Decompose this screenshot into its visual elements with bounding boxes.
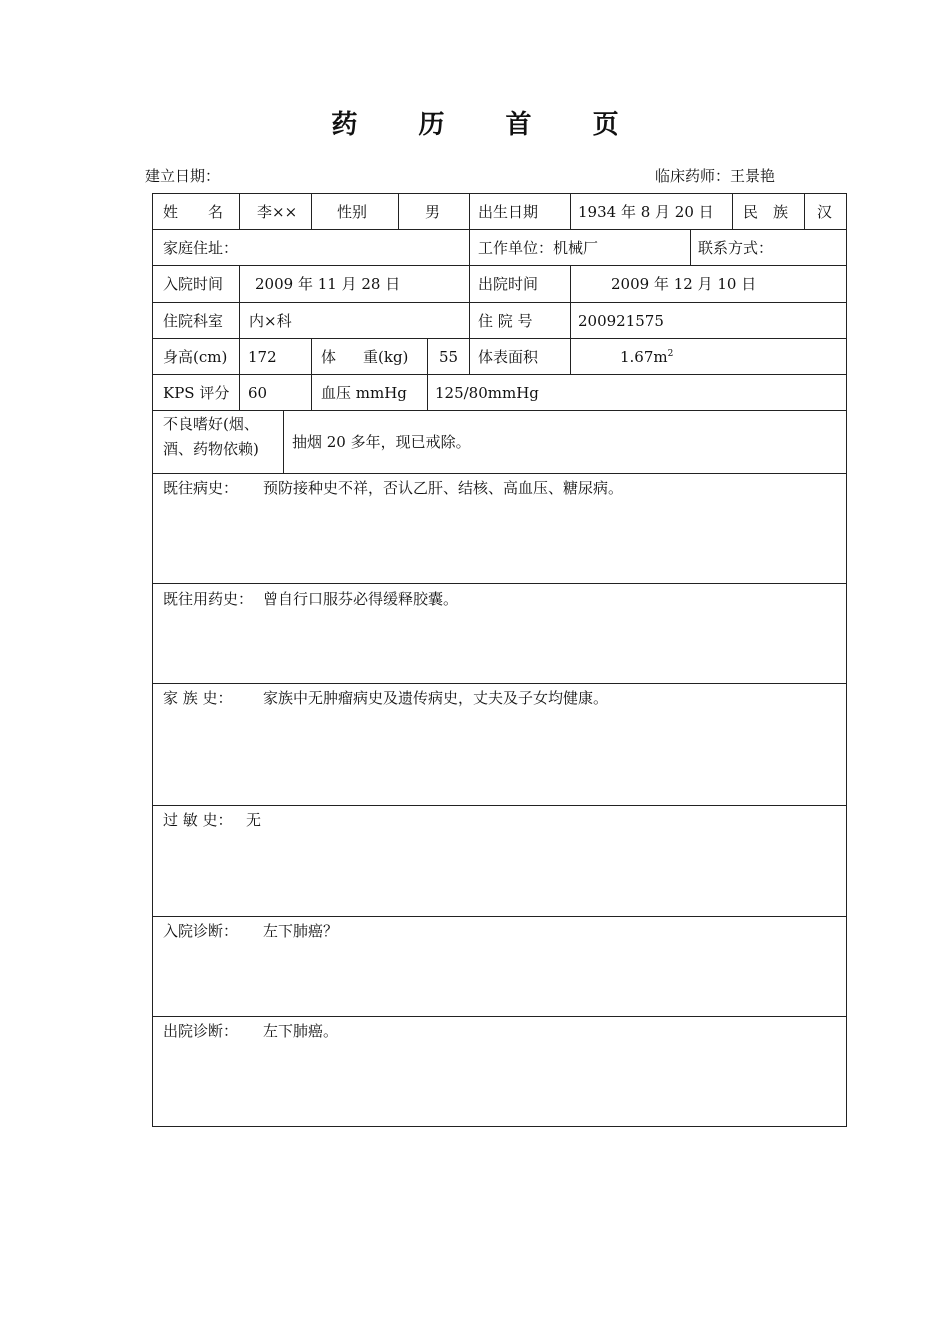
row-divider	[153, 683, 846, 684]
work-unit-label: 工作单位：机械厂	[478, 239, 599, 257]
past-history-value: 预防接种史不祥，否认乙肝、结核、高血压、糖尿病。	[263, 479, 624, 497]
row-divider	[153, 302, 846, 303]
family-history-label: 家 族 史：	[163, 689, 233, 707]
bad-habits-label-line2: 酒、药物依赖)	[163, 440, 259, 458]
col-divider	[311, 338, 312, 410]
inpatient-number-label: 住 院 号	[478, 312, 533, 330]
medication-record-table	[152, 193, 847, 1127]
department-label: 住院科室	[163, 312, 224, 330]
blood-pressure-label: 血压 mmHg	[321, 384, 407, 402]
col-divider	[239, 374, 240, 410]
row-divider	[153, 583, 846, 584]
department-value: 内×科	[249, 312, 292, 330]
col-divider	[239, 194, 240, 229]
row-divider	[153, 338, 846, 339]
col-divider	[239, 265, 240, 338]
col-divider	[570, 265, 571, 374]
family-history-value: 家族中无肿瘤病史及遗传病史，丈夫及子女均健康。	[263, 689, 609, 707]
weight-value: 55	[439, 348, 459, 366]
weight-label-prefix: 体	[321, 348, 337, 366]
medication-history-label: 既往用药史：	[163, 590, 254, 608]
ethnicity-value: 汉	[817, 203, 833, 221]
established-date-label: 建立日期：	[145, 167, 221, 185]
col-divider	[570, 194, 571, 229]
birth-date-value: 1934 年 8 月 20 日	[578, 203, 714, 221]
pharmacist-label: 临床药师：王景艳	[655, 167, 776, 185]
kps-score-value: 60	[248, 384, 268, 402]
col-divider	[469, 194, 470, 374]
blood-pressure-value: 125/80mmHg	[435, 384, 539, 402]
bad-habits-value: 抽烟 20 多年，现已戒除。	[292, 433, 471, 451]
gender-value: 男	[425, 203, 441, 221]
allergy-history-label: 过 敏 史：	[163, 811, 233, 829]
discharge-time-value: 2009 年 12 月 10 日	[611, 275, 757, 293]
height-label: 身高(cm)	[163, 348, 228, 366]
col-divider	[690, 229, 691, 265]
medication-history-value: 曾自行口服芬必得缓释胶囊。	[263, 590, 459, 608]
page-title: 药 历 首 页	[331, 110, 645, 140]
kps-score-label: KPS 评分	[163, 384, 230, 402]
col-divider	[804, 194, 805, 229]
body-surface-area-value: $1.67m^2$	[620, 348, 674, 366]
row-divider	[153, 1016, 846, 1017]
allergy-history-value: 无	[246, 811, 262, 829]
inpatient-number-value: 200921575	[578, 312, 664, 330]
row-divider	[153, 805, 846, 806]
bad-habits-label-line1: 不良嗜好(烟、	[163, 415, 259, 433]
admission-time-value: 2009 年 11 月 28 日	[255, 275, 401, 293]
row-divider	[153, 410, 846, 411]
col-divider	[283, 410, 284, 473]
col-divider	[311, 194, 312, 229]
name-label: 姓 名	[163, 203, 224, 221]
row-divider	[153, 473, 846, 474]
body-surface-area-label: 体表面积	[478, 348, 539, 366]
admission-time-label: 入院时间	[163, 275, 224, 293]
row-divider	[153, 374, 846, 375]
contact-label: 联系方式：	[698, 239, 774, 257]
row-divider	[153, 229, 846, 230]
gender-label: 性别	[337, 203, 368, 221]
discharge-diagnosis-value: 左下肺癌。	[263, 1022, 339, 1040]
discharge-time-label: 出院时间	[478, 275, 539, 293]
col-divider	[398, 194, 399, 229]
col-divider	[427, 338, 428, 410]
name-value: 李××	[257, 203, 298, 221]
col-divider	[732, 194, 733, 229]
weight-label-suffix: 重(kg)	[363, 348, 409, 366]
birth-date-label: 出生日期	[478, 203, 539, 221]
address-label: 家庭住址：	[163, 239, 239, 257]
admission-diagnosis-value: 左下肺癌？	[263, 922, 339, 940]
past-history-label: 既往病史：	[163, 479, 239, 497]
admission-diagnosis-label: 入院诊断：	[163, 922, 239, 940]
col-divider	[239, 338, 240, 374]
ethnicity-label: 民 族	[743, 203, 789, 221]
row-divider	[153, 916, 846, 917]
row-divider	[153, 265, 846, 266]
unit-superscript: 2	[667, 349, 674, 359]
height-value: 172	[248, 348, 277, 366]
discharge-diagnosis-label: 出院诊断：	[163, 1022, 239, 1040]
